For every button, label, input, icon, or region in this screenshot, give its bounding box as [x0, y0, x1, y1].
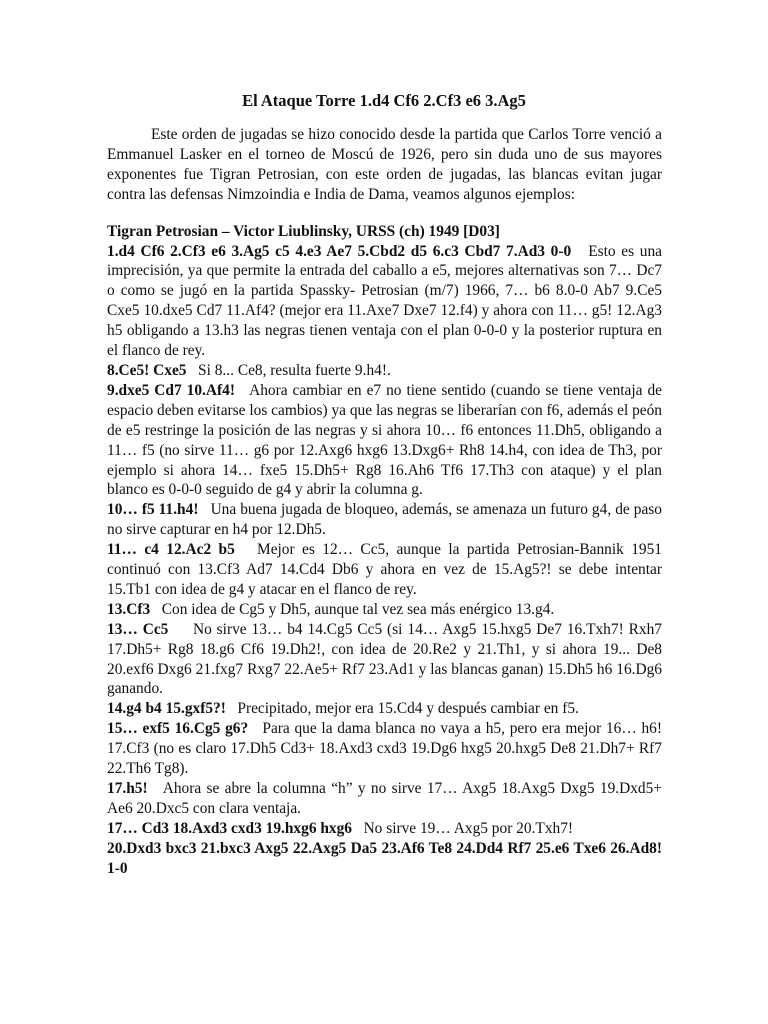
comment-text: Con idea de Cg5 y Dh5, aunque tal vez sea más enérgico 13.g4.: [161, 600, 555, 618]
moves-text: 20.Dxd3 bxc3 21.bxc3 Axg5 22.Axg5 Da5 23.Af6 Te8 24.Dd4 Rf7 25.e6 Txe6 26.Ad8! 1-0: [107, 839, 662, 877]
comment-text: Para que la dama blanca no vaya a h5, pero era mejor 16… h6! 17.Cf3 (no es claro 17.Dh5 Cd3+ 18.Axd3 cxd3 19.Dg6 hxg5 20.hxg5 De8 21.Dh7+ Rf7 22.Th6 Tg8).: [107, 720, 662, 778]
annotation-paragraph: [107, 500, 662, 540]
annotation-paragraph: [107, 819, 662, 839]
annotation-paragraph: [107, 839, 662, 879]
moves-text: 9.dxe5 Cd7 10.Af4!: [107, 381, 235, 399]
annotation-paragraph: [107, 719, 662, 779]
annotation-paragraph: [107, 540, 662, 600]
annotation-paragraph: [107, 699, 662, 719]
moves-text: 17.h5!: [107, 780, 148, 797]
moves-text: 11… c4 12.Ac2 b5: [107, 541, 235, 559]
moves-text: 1.d4 Cf6 2.Cf3 e6 3.Ag5 c5 4.e3 Ae7 5.Cbd2 d5 6.c3 Cbd7 7.Ad3 0-0: [107, 242, 572, 260]
game-header: Tigran Petrosian – Victor Liublinsky, URSS (ch) 1949 [D03]: [107, 222, 500, 240]
moves-text: 8.Ce5! Cxe5: [107, 361, 187, 379]
annotation-paragraph: [107, 779, 662, 819]
moves-text: 10… f5 11.h4!: [107, 501, 199, 519]
document-title: El Ataque Torre 1.d4 Cf6 2.Cf3 e6 3.Ag5: [242, 91, 526, 110]
comment-text: Una buena jugada de bloqueo, además, se amenaza un futuro g4, de paso no sirve capturar en h4 por 12.Dh5.: [107, 501, 662, 539]
annotation-paragraph: [107, 381, 662, 500]
moves-text: 15… exf5 16.Cg5 g6?: [107, 720, 249, 738]
annotation-paragraph: [107, 620, 662, 700]
annotation-paragraph: [107, 600, 662, 620]
moves-text: 17… Cd3 18.Axd3 cxd3 19.hxg6 hxg6: [107, 819, 353, 837]
comment-text: Esto es una imprecisión, ya que permite la entrada del caballo a e5, mejores alternativas son 7… Dc7 o como se jugó en la partida Spassky- Petrosian (m/7) 1966, 7… b6 8.0-0 Ab7 9.Ce5 Cxe5 10.dxe5 Cd7 11.Af4? (mejor era 11.Axe7 Dxe7 12.f4) y ahora con 11… g5! 12.Ag3 h5 obligando a 13.h3 las negras tienen ventaja con el plan 0-0-0 y la posterior ruptura en el flanco de rey.: [107, 242, 662, 360]
comment-text: No sirve 13… b4 14.Cg5 Cc5 (si 14… Axg5 15.hxg5 De7 16.Txh7! Rxh7 17.Dh5+ Rg8 18.g6 Cf6 19.Dh2!, con idea de 20.Re2 y 21.Th1, y si ahora 19... De8 20.exf6 Dxg6 21.fxg7 Rxg7 22.Ae5+ Rf7 23.Ad1 y las blancas ganan) 15.Dh5 h6 16.Dg6 ganando.: [107, 620, 662, 698]
moves-text: 14.g4 b4 15.gxf5?!: [107, 700, 226, 718]
comment-text: Ahora se abre la columna “h” y no sirve 17… Axg5 18.Axg5 Dxg5 19.Dxd5+ Ae6 20.Dxc5 con clara ventaja.: [107, 780, 662, 817]
intro-paragraph: Este orden de jugadas se hizo conocido desde la partida que Carlos Torre venció a Emmanuel Lasker en el torneo de Moscú de 1926, pero sin duda uno de sus mayores exponentes fue Tigran Petrosian, con este orden de jugadas, las blancas evitan jugar contra las defensas Nimzoindia e India de Dama, veamos algunos ejemplos:: [107, 126, 662, 203]
document-body: [107, 125, 662, 879]
comment-text: Si 8... Ce8, resulta fuerte 9.h4!.: [198, 361, 391, 379]
comment-text: Ahora cambiar en e7 no tiene sentido (cuando se tiene ventaja de espacio deben evitarse los cambios) ya que las negras se liberarían con f6, además el peón de e5 restringe la posición de las negras y si ahora 10… f6 entonces 11.Dh5, obligando a 11… f5 (no sirve 11… g6 por 12.Axg6 hxg6 13.Dxg6+ Rh8 14.h4, con idea de Th3, por ejemplo si ahora 14… fxe5 15.Dh5+ Rg8 16.Ah6 Tf6 17.Th3 con ataque) y el plan blanco es 0-0-0 seguido de g4 y abrir la columna g.: [107, 381, 662, 499]
annotation-paragraph: [107, 242, 662, 361]
moves-text: 13.Cf3: [107, 600, 151, 618]
comment-text: Mejor es 12… Cc5, aunque la partida Petrosian-Bannik 1951 continuó con 13.Cf3 Ad7 14.Cd4 Db6 y ahora en vez de 15.Ag5?! se debe intentar 15.Tb1 con idea de g4 y atacar en el flanco de rey.: [107, 541, 663, 598]
moves-text: 13… Cc5: [107, 620, 169, 638]
annotation-paragraph: [107, 361, 662, 381]
comment-text: Precipitado, mejor era 15.Cd4 y después cambiar en f5.: [237, 700, 579, 718]
comment-text: No sirve 19… Axg5 por 20.Txh7!: [363, 819, 574, 837]
